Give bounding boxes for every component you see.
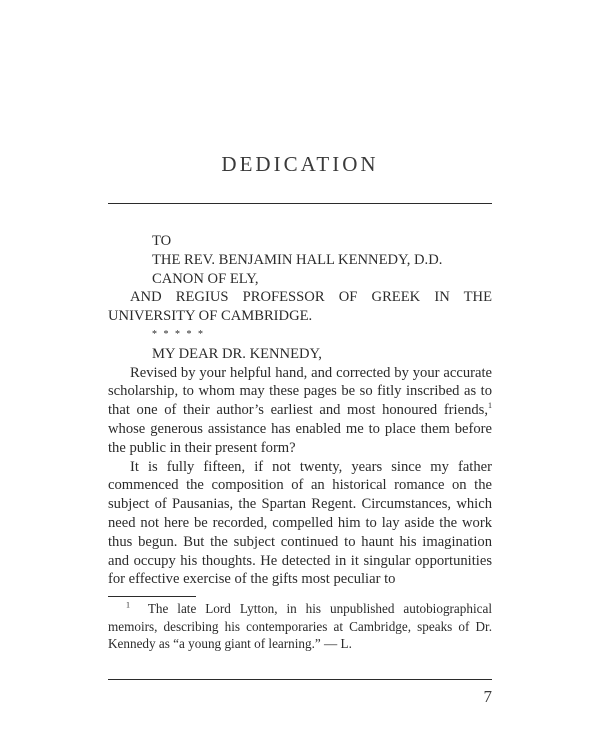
body-text	[108, 232, 492, 589]
top-rule	[108, 203, 492, 204]
footnote-reference: 1	[488, 401, 492, 411]
footnote-rule	[108, 596, 196, 597]
paragraph-1-part-b: whose generous assistance has enabled me to place them before the public in their present form?	[108, 420, 492, 456]
footnote-text: The late Lord Lytton, in his unpublished autobiographical memoirs, describing his contemporaries at Cambridge, speaks of Dr. Kennedy as “a young giant of learning.” — L.	[108, 601, 492, 652]
page-title: DEDICATION	[221, 152, 379, 176]
address-professor: AND REGIUS PROFESSOR OF GREEK IN THE UNIVERSITY OF CAMBRIDGE.	[108, 289, 492, 325]
bottom-rule	[108, 679, 492, 680]
paragraph-2: It is fully fifteen, if not twenty, years since my father commenced the composition of an historical romance on the subject of Pausanias, the Spartan Regent. Circumstances, which need not here be recorded, compelled him to lay aside the work thus begun. But the subject continued to haunt his imagination and occupy his thoughts. He detected in it singular opportunities for effective exercise of the gifts most peculiar to	[108, 458, 492, 588]
address-name: THE REV. BENJAMIN HALL KENNEDY, D.D.	[152, 251, 443, 268]
paragraph-1-part-a: Revised by your helpful hand, and corrected by your accurate scholarship, to whom may these pages be so fitly inscribed as to that one of their author’s earliest and most honoured friends,	[108, 364, 492, 419]
paragraph-1	[108, 364, 492, 458]
page-number: 7	[483, 687, 492, 706]
address-canon: CANON OF ELY,	[152, 270, 259, 287]
salutation: MY DEAR DR. KENNEDY,	[152, 345, 322, 362]
section-stars: * * * * *	[152, 328, 205, 340]
footnote-mark: 1	[126, 600, 130, 610]
address-to: TO	[152, 233, 172, 249]
footnote	[108, 600, 492, 653]
